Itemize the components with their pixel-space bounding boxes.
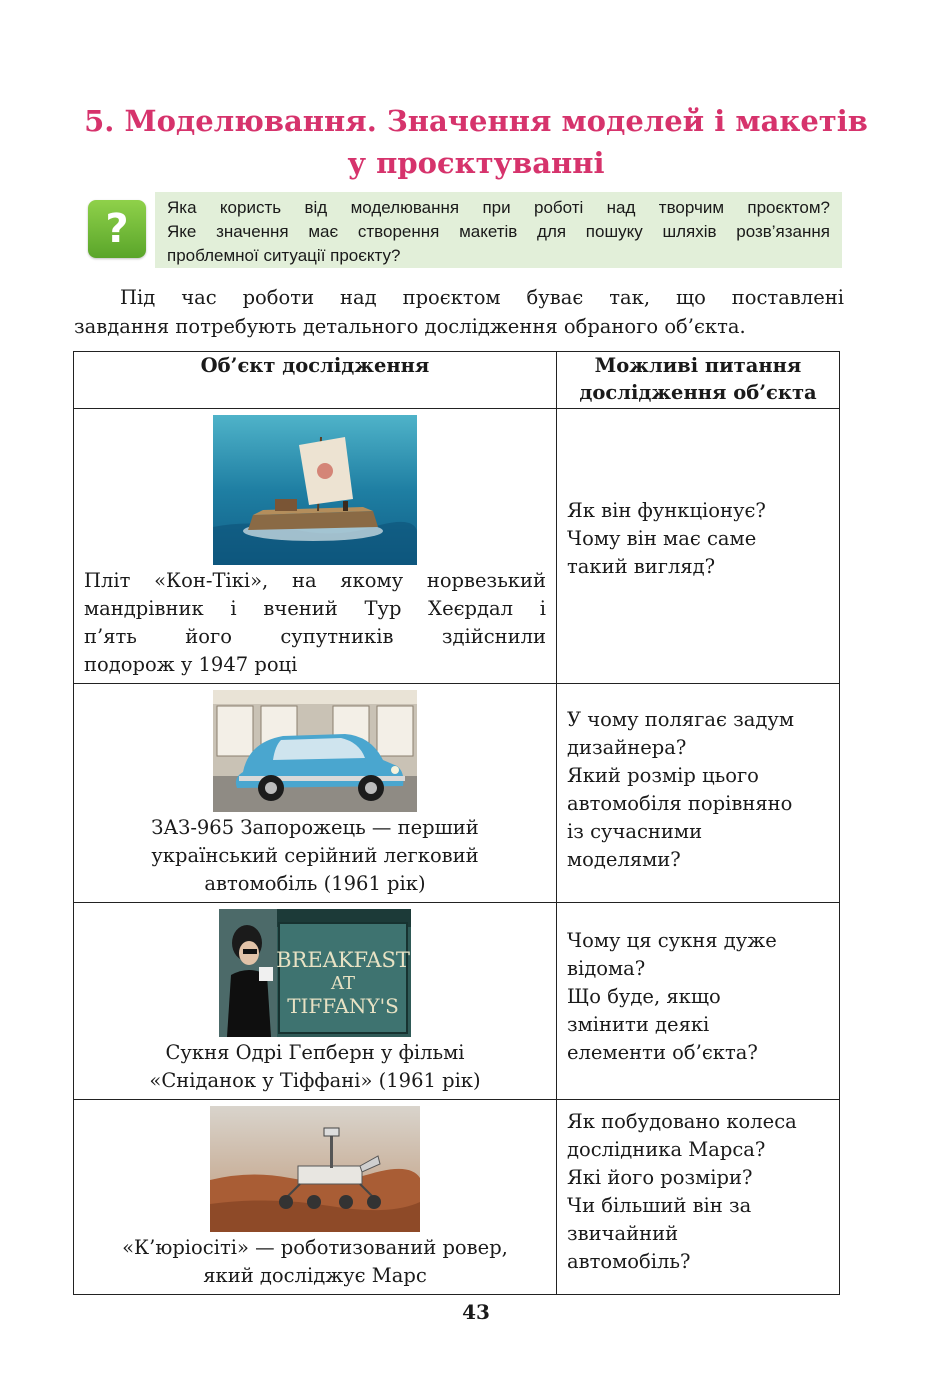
object-caption [84,814,546,898]
table-header-row [74,352,840,409]
question-line-1: Яка користь від моделювання при роботі над творчим проєктом? [167,198,830,217]
caption-line: «Сніданок у Тіффані» (1961 рік) [149,1069,481,1092]
title-line-2: у проєктуванні [347,146,605,180]
object-cell [74,1100,557,1295]
poster-title-line: BREAKFAST [276,948,410,972]
object-cell [74,409,557,684]
question-text: Що буде, якщо [567,985,721,1008]
question-line-3: проблемної ситуації проєкту? [167,246,401,265]
question-text: елементи об’єкта? [567,1041,758,1064]
caption-line: п’ять його супутників здійснили [84,625,546,648]
object-cell [74,903,557,1100]
question-text: Як він функціонує? [567,499,766,522]
research-table [73,351,840,1295]
caption-line: український серійний легковий [151,844,479,867]
title-line-1: 5. Моделювання. Значення моделей і макетів [84,104,868,138]
question-text: із сучасними [567,820,703,843]
questions-cell [557,684,840,903]
question-box [155,192,842,268]
question-text: Чому ця сукня дуже [567,929,777,952]
table-row [74,409,840,684]
caption-line: мандрівник і вчений Тур Хеєрдал і [84,597,546,620]
question-text: відома? [567,957,646,980]
poster-title-line: AT [330,973,356,994]
question-text: Чому він має саме [567,527,757,550]
poster-title-line: TIFFANY'S [287,994,399,1018]
question-text: Який розмір цього [567,764,759,787]
intro-line-2: завдання потребують детального дослідження обраного об’єкта. [74,315,746,338]
question-text: Як побудовано колеса [567,1110,797,1133]
question-text: такий вигляд? [567,555,716,578]
caption-line: ЗАЗ-965 Запорожець — перший [151,816,479,839]
raft-photo [213,415,417,565]
page-number: 43 [462,1300,490,1324]
caption-line: автомобіль (1961 рік) [204,872,426,895]
questions-cell [557,903,840,1100]
caption-line: подорож у 1947 році [84,653,298,676]
object-caption [84,1234,546,1290]
question-text: автомобіля порівняно [567,792,793,815]
header-questions-line-2: дослідження об’єкта [579,381,817,404]
rover-photo [210,1106,420,1232]
caption-line: Сукня Одрі Гепберн у фільмі [165,1041,465,1064]
caption-line: який досліджує Марс [203,1264,427,1287]
questions-cell [557,409,840,684]
question-text: дослідника Марса? [567,1138,766,1161]
header-object: Об’єкт дослідження [74,352,557,409]
table-row [74,1100,840,1295]
header-questions-line-1: Можливі питання [594,354,802,377]
caption-line: Пліт «Кон-Тікі», на якому норвезький [84,569,546,592]
question-mark-icon: ? [88,200,146,258]
table-row [74,684,840,903]
lesson-title [60,100,892,184]
question-text: Чи більший він за [567,1194,752,1217]
intro-line-1: Під час роботи над проєктом буває так, що поставлені [120,286,844,309]
car-photo [213,690,417,812]
table-row [74,903,840,1100]
object-cell [74,684,557,903]
question-text: дизайнера? [567,736,687,759]
questions-cell [557,1100,840,1295]
question-text: автомобіль? [567,1250,691,1273]
question-text: Які його розміри? [567,1166,753,1189]
intro-paragraph [74,283,844,341]
question-text: змінити деякі [567,1013,710,1036]
object-caption [84,1039,546,1095]
film-poster-photo [219,909,411,1037]
question-text: моделями? [567,848,681,871]
caption-line: «К’юріосіті» — роботизований ровер, [122,1236,508,1259]
object-caption [84,567,546,679]
question-text: У чому полягає задум [567,708,795,731]
question-text: звичайний [567,1222,679,1245]
question-line-2: Яке значення має створення макетів для пошуку шляхів розв’язання [167,222,830,241]
header-questions [557,352,840,409]
